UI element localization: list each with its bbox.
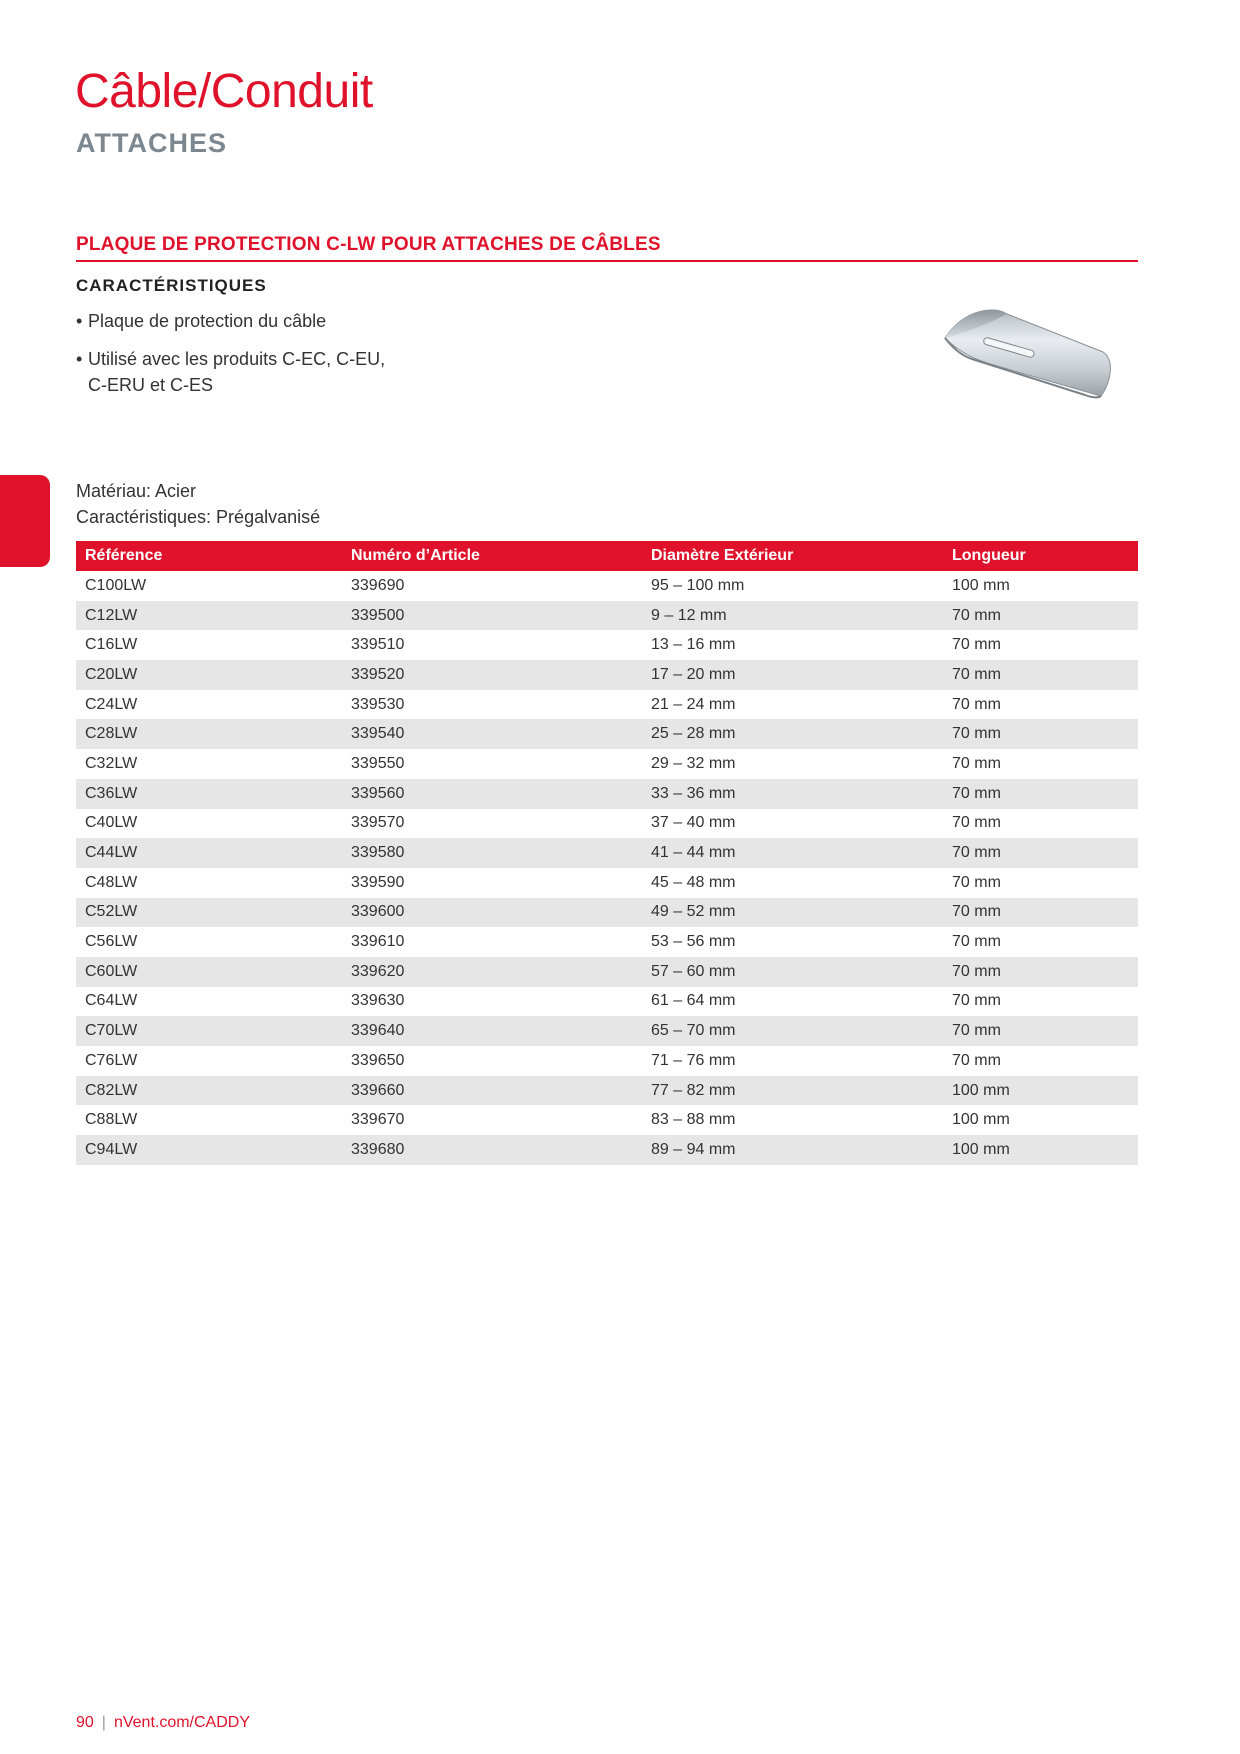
material-text: Matériau: Acier [76,481,197,501]
table-row [76,779,1138,809]
table-row [76,749,1138,779]
cell-length: 70 mm [943,719,1138,749]
cell-outer-diameter: 41 – 44 mm [642,838,943,868]
cell-reference: C52LW [76,898,342,928]
cell-article-number: 339620 [342,957,642,987]
cell-length: 70 mm [943,601,1138,631]
cell-article-number: 339630 [351,992,405,1010]
cell-length: 100 mm [952,1111,1010,1129]
cell-reference: C82LW [76,1076,342,1106]
table-row [76,1135,1138,1165]
table-row [76,660,1138,690]
cell-length: 70 mm [943,898,1138,928]
footer-separator: | [101,1714,106,1731]
cell-article-number: 339550 [351,754,405,772]
table-row [76,838,1138,868]
cell-outer-diameter: 77 – 82 mm [642,1076,943,1106]
table-row [76,1046,1138,1076]
header-article-number: Numéro d’Article [342,541,642,571]
cell-article-number: 339500 [342,601,642,631]
cell-reference: C94LW [76,1135,342,1165]
cell-reference: C64LW [85,992,138,1010]
cell-outer-diameter: 21 – 24 mm [651,695,736,713]
cell-article-number: 339640 [342,1016,642,1046]
cell-reference: C44LW [76,838,342,868]
cell-outer-diameter: 83 – 88 mm [651,1111,736,1129]
page-subtitle: ATTACHES [76,128,227,158]
cell-reference: C76LW [85,1051,138,1069]
page-number: 90 [76,1714,94,1731]
cell-article-number: 339520 [342,660,642,690]
cell-length: 70 mm [952,754,1001,772]
cell-length: 70 mm [943,838,1138,868]
cell-outer-diameter: 49 – 52 mm [642,898,943,928]
cell-length: 70 mm [952,1051,1001,1069]
cell-outer-diameter: 29 – 32 mm [651,754,736,772]
cell-length: 100 mm [943,1076,1138,1106]
table-row [76,868,1138,898]
cell-reference: C32LW [85,754,138,772]
cell-article-number: 339660 [342,1076,642,1106]
cell-article-number: 339570 [351,814,405,832]
cell-article-number: 339560 [342,779,642,809]
table-row [76,987,1138,1017]
cell-length: 70 mm [943,957,1138,987]
cell-outer-diameter: 45 – 48 mm [651,873,736,891]
cell-outer-diameter: 17 – 20 mm [642,660,943,690]
cell-outer-diameter: 71 – 76 mm [651,1051,736,1069]
cell-length: 100 mm [952,576,1010,594]
cell-length: 70 mm [952,814,1001,832]
product-specs [76,478,320,530]
list-item [76,308,388,334]
cell-outer-diameter: 61 – 64 mm [651,992,736,1010]
cell-outer-diameter: 65 – 70 mm [642,1016,943,1046]
cell-length: 70 mm [943,660,1138,690]
cell-reference: C40LW [85,814,138,832]
product-table [76,541,1138,1165]
cell-length: 100 mm [943,1135,1138,1165]
finish-text: Caractéristiques: Prégalvanisé [76,507,321,527]
cell-reference: C48LW [85,873,138,891]
cell-outer-diameter: 53 – 56 mm [651,933,736,951]
cell-reference: C56LW [85,933,138,951]
cell-article-number: 339600 [342,898,642,928]
cell-article-number: 339690 [351,576,405,594]
cell-length: 70 mm [952,873,1001,891]
cell-length: 70 mm [943,779,1138,809]
cell-article-number: 339650 [351,1051,405,1069]
cell-reference: C24LW [85,695,138,713]
table-row [76,1076,1138,1106]
feature-list [76,308,388,410]
cell-length: 70 mm [952,933,1001,951]
cell-article-number: 339510 [351,636,405,654]
cell-length: 70 mm [952,695,1001,713]
cell-outer-diameter: 33 – 36 mm [642,779,943,809]
cell-reference: C36LW [76,779,342,809]
cell-outer-diameter: 13 – 16 mm [651,636,736,654]
table-row [76,809,1138,839]
table-row [76,690,1138,720]
cell-article-number: 339680 [342,1135,642,1165]
cell-article-number: 339530 [351,695,405,713]
table-row [76,1016,1138,1046]
table-row [76,927,1138,957]
header-reference: Référence [76,541,342,571]
cell-outer-diameter: 25 – 28 mm [642,719,943,749]
footer-website-link[interactable]: nVent.com/CADDY [113,1714,251,1731]
feature-text: Utilisé avec les produits C-EC, C-EU, C-ERU et C-ES [88,349,386,395]
cell-article-number: 339610 [351,933,405,951]
product-image [935,300,1115,420]
header-length: Longueur [943,541,1138,571]
table-body [76,571,1138,1165]
cell-article-number: 339540 [342,719,642,749]
feature-text: Plaque de protection du câble [88,311,327,331]
table-row [76,601,1138,631]
page-footer [76,1714,250,1732]
bullet-icon: • [76,349,83,369]
page-title: Câble/Conduit [75,65,373,118]
cell-length: 70 mm [952,636,1001,654]
cell-length: 70 mm [952,992,1001,1010]
cell-reference: C60LW [76,957,342,987]
cell-reference: C28LW [76,719,342,749]
product-heading: PLAQUE DE PROTECTION C-LW POUR ATTACHES DE CÂBLES [76,234,1138,262]
table-row [76,571,1138,601]
cell-article-number: 339590 [351,873,405,891]
cell-reference: C16LW [85,636,138,654]
cell-length: 70 mm [943,1016,1138,1046]
header-outer-diameter: Diamètre Extérieur [642,541,943,571]
cell-outer-diameter: 37 – 40 mm [651,814,736,832]
cell-reference: C70LW [76,1016,342,1046]
table-row [76,719,1138,749]
cell-outer-diameter: 95 – 100 mm [651,576,745,594]
cell-reference: C20LW [76,660,342,690]
cell-article-number: 339580 [342,838,642,868]
table-row [76,630,1138,660]
cell-outer-diameter: 9 – 12 mm [642,601,943,631]
table-row [76,898,1138,928]
table-header-row [76,541,1138,571]
features-title: CARACTÉRISTIQUES [76,276,267,295]
cell-reference: C100LW [85,576,147,594]
cell-outer-diameter: 57 – 60 mm [642,957,943,987]
table-row [76,957,1138,987]
cell-reference: C88LW [85,1111,138,1129]
table-row [76,1105,1138,1135]
section-side-tab [0,475,50,567]
cell-outer-diameter: 89 – 94 mm [642,1135,943,1165]
cell-article-number: 339670 [351,1111,405,1129]
bullet-icon: • [76,311,83,331]
cell-reference: C12LW [76,601,342,631]
list-item [76,346,388,398]
